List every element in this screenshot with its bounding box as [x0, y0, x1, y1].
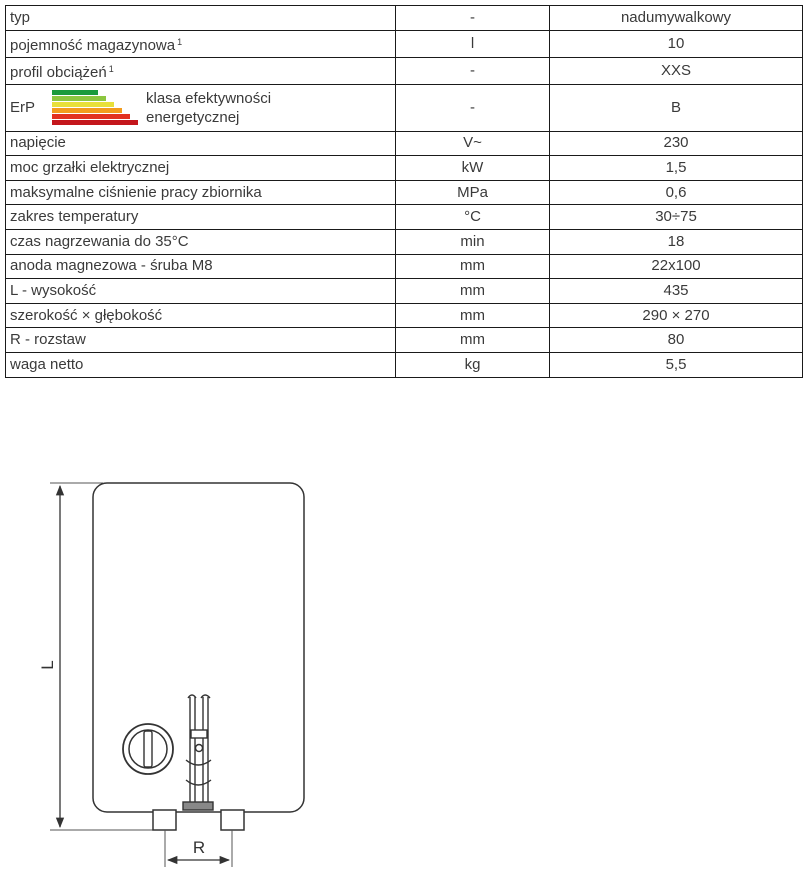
- value-cell: 1,5: [550, 156, 803, 181]
- value-cell: 230: [550, 131, 803, 156]
- param-label: zakres temperatury: [6, 205, 396, 230]
- unit-cell: MPa: [396, 180, 550, 205]
- footnote-marker: 1: [177, 36, 183, 47]
- water-heater-dimension-drawing: [0, 460, 340, 887]
- spec-row: [6, 352, 803, 377]
- spec-row: [6, 6, 803, 31]
- spacing-dimension-label: R: [192, 838, 206, 857]
- unit-cell: V~: [396, 131, 550, 156]
- value-cell: 10: [550, 30, 803, 57]
- energy-bar: [52, 96, 106, 101]
- value-cell: 80: [550, 328, 803, 353]
- connection-stub-left: [153, 810, 176, 830]
- unit-cell: °C: [396, 205, 550, 230]
- value-cell: 0,6: [550, 180, 803, 205]
- footnote-marker: 1: [108, 63, 114, 74]
- heater-body: [93, 483, 304, 812]
- param-label: czas nagrzewania do 35°C: [6, 229, 396, 254]
- unit-cell: mm: [396, 328, 550, 353]
- unit-cell: mm: [396, 254, 550, 279]
- unit-cell: min: [396, 229, 550, 254]
- spec-row: [6, 303, 803, 328]
- spec-row: [6, 229, 803, 254]
- spec-row: [6, 279, 803, 304]
- connection-stub-right: [221, 810, 244, 830]
- param-label: [6, 84, 396, 131]
- unit-cell: mm: [396, 279, 550, 304]
- param-label: moc grzałki elektrycznej: [6, 156, 396, 181]
- unit-cell: kW: [396, 156, 550, 181]
- spec-row: [6, 180, 803, 205]
- param-label: profil obciążeń $^1$: [6, 57, 396, 84]
- energy-bar: [52, 114, 130, 119]
- spec-row-erp: [6, 84, 803, 131]
- spec-row: [6, 254, 803, 279]
- value-cell: XXS: [550, 57, 803, 84]
- value-cell: B: [550, 84, 803, 131]
- value-cell: 18: [550, 229, 803, 254]
- spec-row: [6, 131, 803, 156]
- param-label: pojemność magazynowa $^1$: [6, 30, 396, 57]
- unit-cell: l: [396, 30, 550, 57]
- spec-row: [6, 328, 803, 353]
- param-label: anoda magnezowa - śruba M8: [6, 254, 396, 279]
- value-cell: 5,5: [550, 352, 803, 377]
- energy-class-scale-icon: [52, 90, 138, 126]
- param-label: L - wysokość: [6, 279, 396, 304]
- unit-cell: -: [396, 84, 550, 131]
- param-label: waga netto: [6, 352, 396, 377]
- spec-row: [6, 30, 803, 57]
- energy-bar: [52, 90, 98, 95]
- unit-cell: -: [396, 6, 550, 31]
- param-label: typ: [6, 6, 396, 31]
- unit-cell: kg: [396, 352, 550, 377]
- unit-cell: mm: [396, 303, 550, 328]
- energy-bar: [52, 102, 114, 107]
- value-cell: nadumywalkowy: [550, 6, 803, 31]
- param-label: maksymalne ciśnienie pracy zbiornika: [6, 180, 396, 205]
- height-dimension-label: L: [38, 660, 57, 670]
- value-cell: 30÷75: [550, 205, 803, 230]
- spec-row: [6, 57, 803, 84]
- spec-row: [6, 156, 803, 181]
- value-cell: 22x100: [550, 254, 803, 279]
- param-label: napięcie: [6, 131, 396, 156]
- energy-bar: [52, 108, 122, 113]
- param-label: R - rozstaw: [6, 328, 396, 353]
- param-label: szerokość × głębokość: [6, 303, 396, 328]
- energy-bar: [52, 120, 138, 125]
- unit-cell: -: [396, 57, 550, 84]
- erp-label: ErP: [10, 98, 36, 116]
- energy-class-text: klasa efektywności energetycznej: [146, 89, 272, 126]
- spec-row: [6, 205, 803, 230]
- specification-table: [5, 5, 803, 378]
- value-cell: 435: [550, 279, 803, 304]
- value-cell: 290 × 270: [550, 303, 803, 328]
